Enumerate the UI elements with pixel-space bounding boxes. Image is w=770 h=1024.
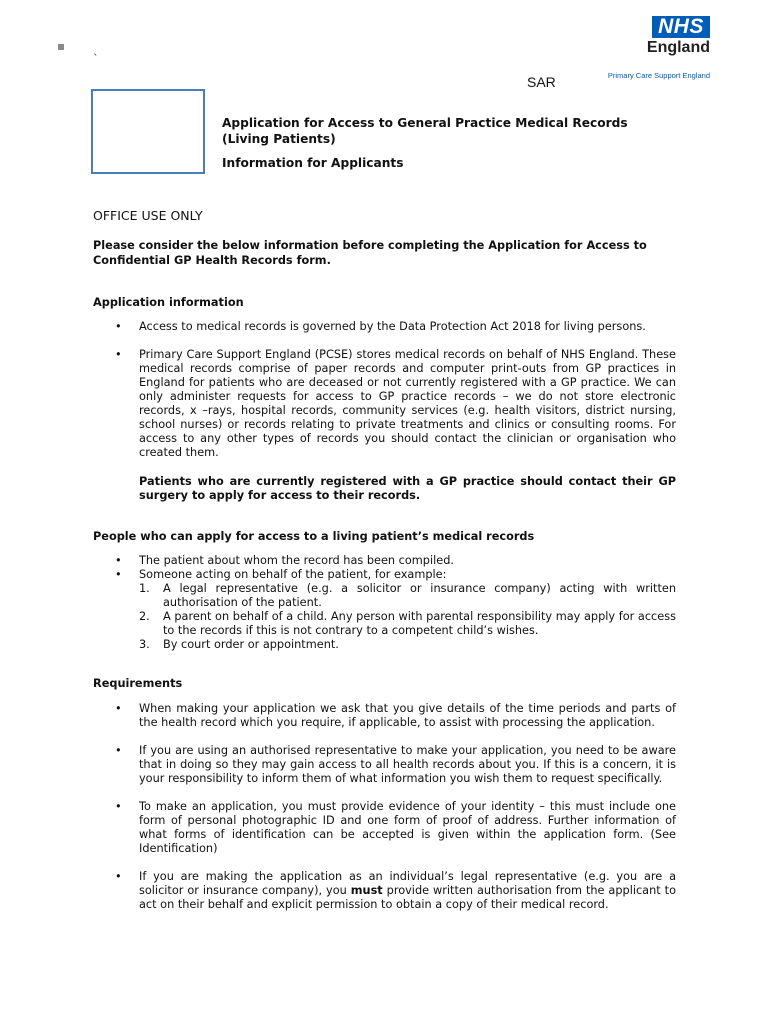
page-title: Application for Access to General Practice Medical Records (Living Patients) — [222, 116, 628, 146]
list-number: 2. — [139, 610, 150, 623]
numbered-item: A legal representative (e.g. a solicitor or insurance company) acting with written authorisation of the patient. — [163, 582, 676, 609]
nhs-logo-region: England — [646, 39, 710, 56]
emphasis-must: must — [350, 884, 383, 897]
bullet-glyph: • — [115, 320, 122, 333]
list-item: Primary Care Support England (PCSE) stores medical records on behalf of NHS England. These medical records comprise of paper records and computer print-outs from GP practices in England for patients who are deceased or not currently registered with a GP practice. We can only administer requests for access to GP practice records – we do not store electronic records, x –rays, hospital records, community services (e.g. health visitors, district nursing, school nurses) or records relating to private treatments and clinics or consulting rooms. For access to any other types of records you should contact the clinician or organisation who created them. — [139, 348, 676, 459]
bullet-glyph: • — [115, 702, 122, 715]
document-code: SAR — [527, 74, 556, 90]
numbered-item: A parent on behalf of a child. Any person with parental responsibility may apply for access to the records if this is not contrary to a competent child’s wishes. — [163, 610, 676, 637]
list-item-text-start: If you are making the application as an individual’s legal representative (e.g. you are a solicitor or insurance company), you — [139, 870, 676, 897]
bullet-glyph: • — [115, 348, 122, 361]
bullet-glyph: • — [115, 800, 122, 813]
section-heading-requirements: Requirements — [93, 677, 183, 690]
bullet-glyph: • — [115, 554, 122, 567]
list-item: To make an application, you must provide evidence of your identity – this must include one form of personal photographic ID and one form of proof of address. Further information of what forms of identification can be accepted is given within the application form. (See Identification) — [139, 800, 676, 855]
numbered-item: By court order or appointment. — [163, 638, 339, 651]
section-heading-people: People who can apply for access to a living patient’s medical records — [93, 530, 535, 543]
office-use-label: OFFICE USE ONLY — [93, 208, 203, 223]
section-heading-application-info: Application information — [93, 296, 244, 309]
list-number: 3. — [139, 638, 150, 651]
list-item — [139, 870, 676, 912]
notice-text: Please consider the below information before completing the Application for Access to Confidential GP Health Records form. — [93, 239, 647, 267]
corner-square-mark — [58, 44, 64, 50]
stray-mark: ` — [93, 52, 99, 65]
bold-note: Patients who are currently registered with a GP practice should contact their GP surgery to apply for access to their records. — [139, 475, 676, 502]
nhs-logo: NHS — [652, 16, 710, 38]
bullet-glyph: • — [115, 568, 122, 581]
page-subtitle: Information for Applicants — [222, 156, 404, 170]
photo-box — [91, 89, 205, 174]
list-item-text-end: provide written authorisation from the applicant to act on their behalf and explicit permission to obtain a copy of their medical record. — [139, 884, 676, 911]
list-item: Someone acting on behalf of the patient, for example: — [139, 568, 447, 581]
bullet-glyph: • — [115, 744, 122, 757]
list-item: Access to medical records is governed by the Data Protection Act 2018 for living persons. — [139, 320, 646, 333]
list-item: When making your application we ask that you give details of the time periods and parts of the health record which you require, if applicable, to assist with processing the application. — [139, 702, 676, 729]
bullet-glyph: • — [115, 870, 122, 883]
nhs-logo-org: Primary Care Support England — [607, 71, 710, 80]
list-number: 1. — [139, 582, 150, 595]
list-item: The patient about whom the record has been compiled. — [139, 554, 454, 567]
list-item: If you are using an authorised representative to make your application, you need to be aware that in doing so they may gain access to all health records about you. If this is a concern, it is your responsibility to inform them of what information you wish them to request specifically. — [139, 744, 676, 785]
